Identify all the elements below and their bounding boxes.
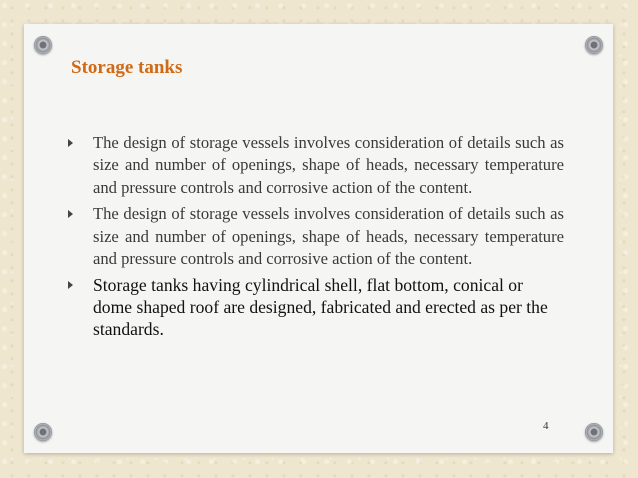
bullet-item [68, 203, 564, 270]
triangle-bullet-icon [68, 210, 73, 218]
bullet-item [68, 274, 564, 340]
bullet-text: Storage tanks having cylindrical shell, flat bottom, conical or dome shaped roof are designed, fabricated and erected as per the standards. [93, 275, 548, 340]
bullet-text: The design of storage vessels involves consideration of details such as size and number of openings, shape of heads, necessary temperature and pressure controls and corrosive action of the content. [93, 133, 564, 197]
bullet-list [68, 132, 564, 344]
slide-card [24, 24, 613, 453]
triangle-bullet-icon [68, 281, 73, 289]
bullet-item [68, 132, 564, 199]
page-number: 4 [543, 420, 549, 432]
triangle-bullet-icon [68, 139, 73, 147]
pushpin-icon-top-right [585, 36, 603, 54]
slide-title: Storage tanks [71, 57, 183, 78]
pushpin-icon-bottom-left [34, 423, 52, 441]
pushpin-icon-bottom-right [585, 423, 603, 441]
bullet-text: The design of storage vessels involves consideration of details such as size and number of openings, shape of heads, necessary temperature and pressure controls and corrosive action of the content. [93, 204, 564, 269]
pushpin-icon-top-left [34, 36, 52, 54]
